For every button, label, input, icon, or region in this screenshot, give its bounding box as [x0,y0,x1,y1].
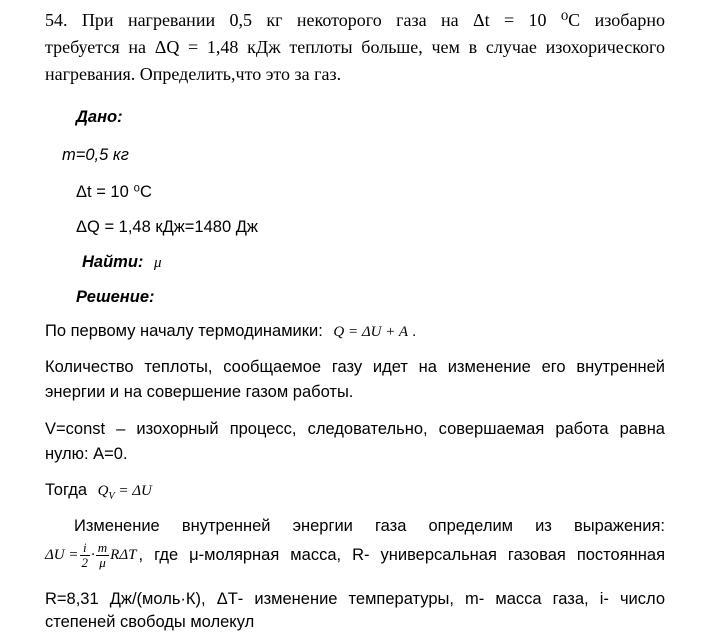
fraction-numerator: m [97,540,108,555]
solution-paragraph-6-line-1: R=8,31 Дж/(моль·К), ΔТ- изменение температуры, m- масса газа, i- число [45,590,665,608]
problem-line-1: 54. При нагревании 0,5 кг некоторого газа на Δt = 10 ⁰С изобарно [45,10,665,30]
formula-explanation: , где μ-молярная масса, R- универсальная газовая постоянная [138,546,665,564]
fraction-i-over-2 [80,541,91,570]
solution-paragraph-1 [45,322,416,341]
given-heading: Дано: [76,108,123,126]
first-law-text: По первому началу термодинамики: [45,322,323,340]
given-mass: m=0,5 кг [62,146,129,164]
solution-paragraph-3-line-2: нулю: А=0. [45,445,128,463]
solution-heading: Решение: [76,288,155,306]
solution-paragraph-3-line-1: V=const – изохорный процесс, следовательно, совершаемая работа равна [45,420,665,438]
formula-dot: · [91,547,95,563]
formula-rhs: RΔT [110,547,137,563]
qv-formula: $Q_V = \Delta U$ [97,483,152,502]
find-heading: Найти: [82,253,144,271]
problem-line-3: нагревания. Определить,что это за газ. [45,64,342,84]
first-law-period: . [412,324,417,340]
solution-paragraph-6-line-2: степеней свободы молекул [45,613,255,631]
solution-paragraph-4 [45,481,152,502]
given-delta-t: Δt = 10 ⁰С [76,183,152,201]
solution-paragraph-5-line-1: Изменение внутренней энергии газа определим из выражения: [74,517,665,535]
solution-paragraph-2-line-1: Количество теплоты, сообщаемое газу идет на изменение его внутренней [45,358,665,376]
internal-energy-formula [45,541,136,570]
fraction-numerator: i [80,541,91,556]
find-line [82,253,162,272]
find-value: μ [154,255,162,271]
problem-line-2: требуется на ΔQ = 1,48 кДж теплоты больше, чем в случае изохорического [45,37,665,57]
solution-paragraph-2-line-2: энергии и на совершение газом работы. [45,383,354,401]
given-delta-q: ΔQ = 1,48 кДж=1480 Дж [76,218,258,236]
first-law-formula: Q = ΔU + A [333,324,408,340]
fraction-denominator: μ [99,555,106,570]
fraction-denominator: 2 [81,555,89,570]
fraction-m-over-mu [96,541,109,570]
then-text: Тогда [45,481,88,499]
solution-paragraph-5-line-2 [45,541,665,570]
formula-lhs: ΔU = [45,547,79,563]
